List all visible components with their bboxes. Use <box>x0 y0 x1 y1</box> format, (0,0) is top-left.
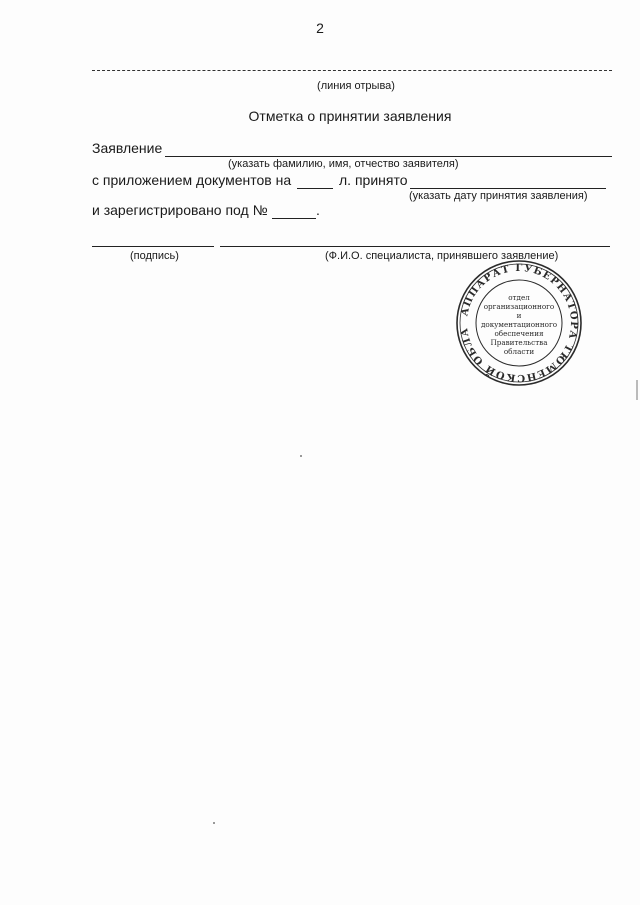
attachments-prefix: с приложением документов на <box>92 172 292 188</box>
scan-speck <box>300 455 302 457</box>
tear-off-line <box>92 70 612 71</box>
stamp-line: обеспечения <box>494 329 544 338</box>
official-stamp <box>454 258 584 388</box>
sheets-count-field[interactable] <box>297 174 333 189</box>
signature-label: (подпись) <box>130 250 179 262</box>
acceptance-date-field[interactable] <box>410 174 606 189</box>
registration-prefix: и зарегистрировано под № <box>92 202 268 218</box>
signature-line[interactable] <box>92 246 214 247</box>
specialist-name-label: (Ф.И.О. специалиста, принявшего заявление) <box>325 250 559 262</box>
stamp-ring-text: АППАРАТ ГУБЕРНАТОРА ТЮМЕНСКОЙ ОБЛА <box>459 262 580 384</box>
stamp-line: области <box>503 347 535 356</box>
registration-number-field[interactable] <box>272 204 316 219</box>
application-label: Заявление <box>92 140 163 156</box>
scan-speck <box>213 822 215 824</box>
stamp-line: Правительства <box>490 338 548 347</box>
acceptance-date-hint: (указать дату принятия заявления) <box>409 190 588 202</box>
stamp-line: документационного <box>480 320 558 329</box>
sheets-suffix: л. принято <box>339 172 408 188</box>
specialist-name-line[interactable] <box>220 246 610 247</box>
stamp-line: отдел <box>508 293 530 302</box>
section-title: Отметка о принятии заявления <box>248 108 452 124</box>
page-number: 2 <box>316 20 324 36</box>
tear-off-label: (линия отрыва) <box>317 80 395 92</box>
stamp-line: организационного <box>483 302 555 311</box>
applicant-name-hint: (указать фамилию, имя, отчество заявителя) <box>228 158 459 170</box>
stamp-line: и <box>516 311 522 320</box>
registration-suffix: . <box>316 202 320 218</box>
scan-edge-mark <box>636 380 638 400</box>
applicant-name-field[interactable] <box>165 142 612 157</box>
